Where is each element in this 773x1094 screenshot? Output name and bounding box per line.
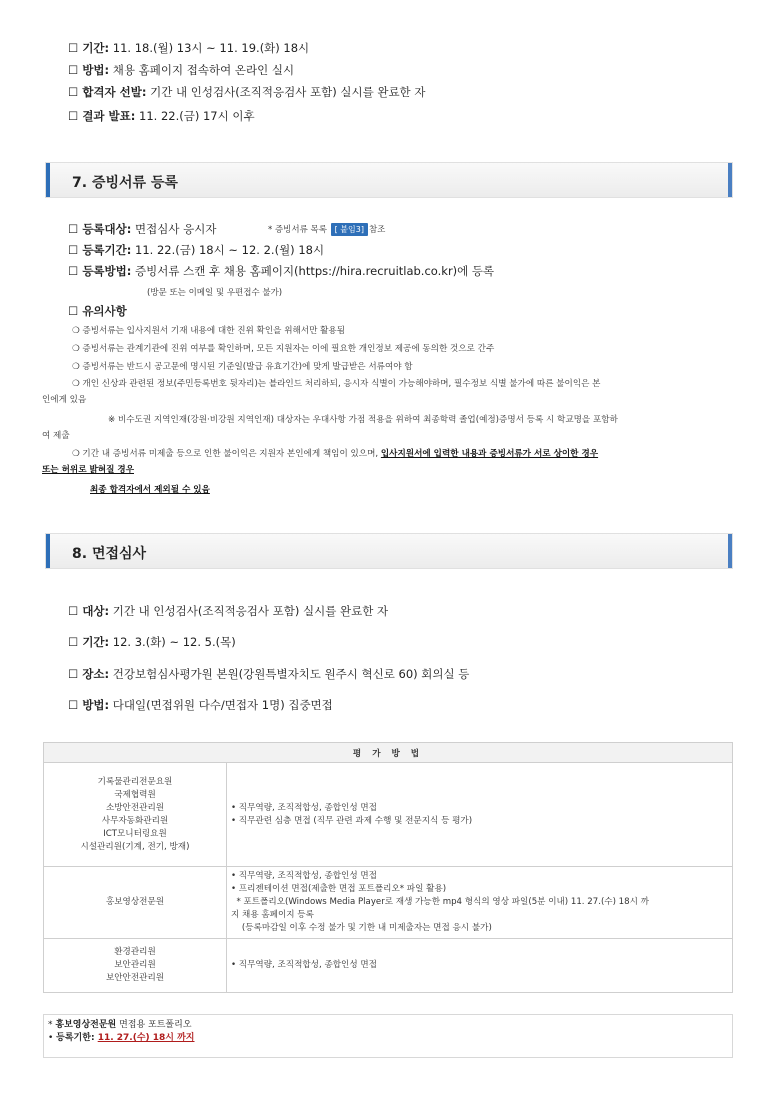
period-item: ☐ 기간: 11. 18.(월) 13시 ~ 11. 19.(화) 18시 — [68, 41, 310, 55]
checkbox-icon: ☐ — [68, 85, 79, 99]
section-8-title: 8. 면접심사 — [72, 546, 147, 562]
selection-item: ☐ 합격자 선발: 기간 내 인성검사(조직적응검사 포함) 실시를 완료한 자 — [68, 85, 426, 99]
section-7-title: 7. 증빙서류 등록 — [72, 175, 178, 191]
accent-bar — [46, 534, 50, 568]
caution-note-6: ❍ 기간 내 증빙서류 미제출 등으로 인한 불이익은 지원자 본인에게 책임이 있으며, 입사지원서에 입력한 내용과 증빙서류가 서로 상이한 경우 또는 허위로 밝혀질 경우 최종 합격자에서 제외될 수 있음 — [42, 449, 599, 495]
table-header: 평 가 방 법 — [44, 743, 733, 763]
caution-note-1: ❍ 증빙서류는 입사지원서 기재 내용에 대한 진위 확인을 위해서만 활용됨 — [72, 326, 346, 336]
evaluation-table — [43, 742, 733, 993]
checkbox-icon: ☐ — [68, 243, 79, 257]
result-item: ☐ 결과 발표: 11. 22.(금) 17시 이후 — [68, 109, 255, 123]
method-cell: • 직무역량, 조직적합성, 종합인성 면접 • 프리젠테이션 면접(제출한 면접 포트폴리오* 파일 활용) * 포트폴리오(Windows Media Player로 재생 가능한 mp4 형식의 영상 파일(5분 이내) 11. 27.(수) 18시 까 지 채용 홈페이지 등록 (등록마감일 이후 수정 불가 및 기한 내 미제출자는 면접 응시 불가) — [227, 867, 733, 939]
portfolio-deadline: • 등록기한: 11. 27.(수) 18시 까지 — [48, 1033, 195, 1043]
job-list-cell: 기록물관리전문요원 국제협력원 소방안전관리원 사무자동화관리원 ICT모니터링요원 시설관리원(기계, 전기, 방재) — [44, 763, 227, 867]
table-row — [44, 867, 733, 939]
checkbox-icon: ☐ — [68, 109, 79, 123]
method-cell: • 직무역량, 조직적합성, 종합인성 면접 • 직무관련 심층 면접 (직무 관련 과제 수행 및 전문지식 등 평가) — [227, 763, 733, 867]
checkbox-icon: ☐ — [68, 667, 79, 681]
accent-bar — [46, 163, 50, 197]
appendix-tag: [ 붙임3] — [331, 223, 368, 236]
reg-target-item: ☐ 등록대상: 면접심사 응시자 — [68, 222, 217, 236]
checkbox-icon: ☐ — [68, 604, 79, 618]
table-row — [44, 763, 733, 867]
caution-note-5: ※ 비수도권 지역인재(강원·비강원 지역인재) 대상자는 우대사항 가점 적용을 위하여 최종학력 졸업(예정)증명서 등록 시 학교명을 포함하 여 제출 — [42, 415, 618, 441]
portfolio-note-title: * 홍보영상전문원 면접용 포트폴리오 — [48, 1020, 192, 1030]
doc-list-reference: * 증빙서류 목록 [ 붙임3] 참조 — [268, 225, 386, 235]
checkbox-icon: ☐ — [68, 41, 79, 55]
accent-bar — [728, 163, 732, 197]
caution-heading: ☐ 유의사항 — [68, 304, 127, 318]
interview-period-item: ☐ 기간: 12. 3.(화) ~ 12. 5.(목) — [68, 635, 236, 649]
method-cell: • 직무역량, 조직적합성, 종합인성 면접 — [227, 939, 733, 993]
section-7-header — [45, 162, 733, 198]
checkbox-icon: ☐ — [68, 63, 79, 77]
interview-method-item: ☐ 방법: 다대일(면접위원 다수/면접자 1명) 집중면접 — [68, 698, 333, 712]
caution-note-2: ❍ 증빙서류는 관계기관에 진위 여부를 확인하며, 모든 지원자는 이에 필요한 개인정보 제공에 동의한 것으로 간주 — [72, 344, 495, 354]
checkbox-icon: ☐ — [68, 264, 79, 278]
accent-bar — [728, 534, 732, 568]
job-list-cell: 환경관리원 보안관리원 보안안전관리원 — [44, 939, 227, 993]
checkbox-icon: ☐ — [68, 698, 79, 712]
section-8-header — [45, 533, 733, 569]
reg-period-item: ☐ 등록기간: 11. 22.(금) 18시 ~ 12. 2.(월) 18시 — [68, 243, 325, 257]
reg-method-item: ☐ 등록방법: 증빙서류 스캔 후 채용 홈페이지(https://hira.recruitlab.co.kr)에 등록 — [68, 264, 495, 278]
caution-note-3: ❍ 증빙서류는 반드시 공고문에 명시된 기준일(발급 유효기간)에 맞게 발급받은 서류여야 함 — [72, 362, 413, 372]
method-item: ☐ 방법: 채용 홈페이지 접속하여 온라인 실시 — [68, 63, 295, 77]
checkbox-icon: ☐ — [68, 222, 79, 236]
portfolio-note-box — [43, 1014, 733, 1058]
caution-note-4: ❍ 개인 신상과 관련된 정보(주민등록번호 뒷자리)는 블라인드 처리하되, 응시자 식별이 가능해야하며, 필수정보 식별 불가에 따른 불이익은 본 인에게 있음 — [42, 379, 601, 405]
interview-target-item: ☐ 대상: 기간 내 인성검사(조직적응검사 포함) 실시를 완료한 자 — [68, 604, 389, 618]
job-list-cell: 홍보영상전문원 — [44, 867, 227, 939]
checkbox-icon: ☐ — [68, 635, 79, 649]
table-row — [44, 939, 733, 993]
interview-place-item: ☐ 장소: 건강보험심사평가원 본원(강원특별자치도 원주시 혁신로 60) 회의실 등 — [68, 667, 470, 681]
checkbox-icon: ☐ — [68, 304, 79, 318]
method-note: (방문 또는 이메일 및 우편접수 불가) — [147, 288, 283, 298]
